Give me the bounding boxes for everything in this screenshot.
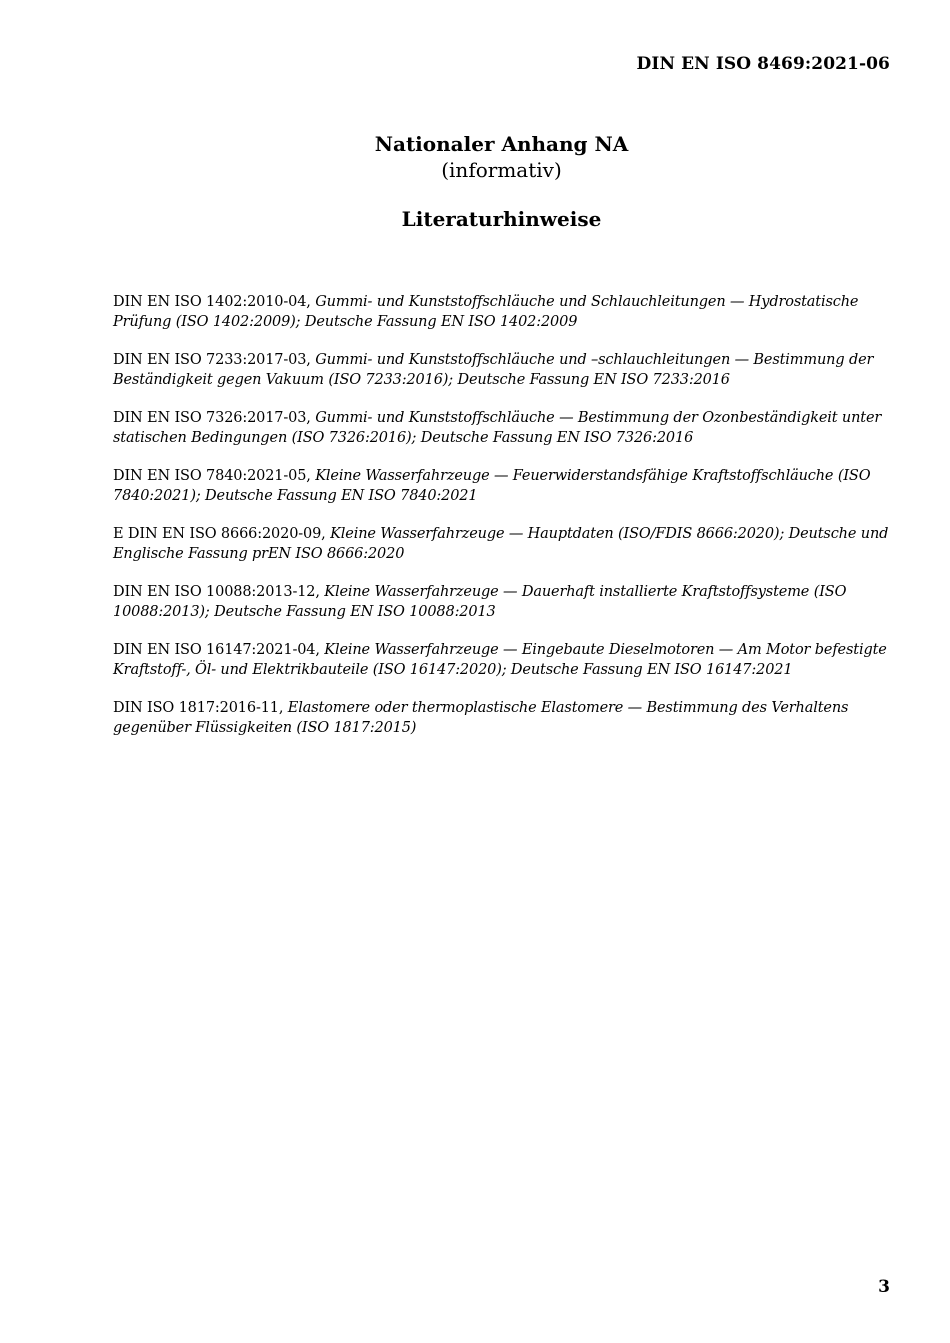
annex-title: Nationaler Anhang NA <box>374 132 629 156</box>
reference-title: Kleine Wasserfahrzeuge — Eingebaute Dieselmotoren — Am Motor befestigte Kraftstoff-, Öl- und Elektrikbauteile (ISO 16147:2020); Deutsche Fassung EN ISO 16147:2021 <box>113 642 887 678</box>
reference-item <box>113 524 898 564</box>
reference-item <box>113 640 898 680</box>
reference-item <box>113 408 898 448</box>
reference-id: DIN EN ISO 7840:2021-05, <box>113 468 311 484</box>
reference-title: Gummi- und Kunststoffschläuche und –schlauchleitungen — Bestimmung der Beständigkeit gegen Vakuum (ISO 7233:2016); Deutsche Fassung EN ISO 7233:2016 <box>113 352 874 388</box>
reference-id: DIN EN ISO 16147:2021-04, <box>113 642 320 658</box>
reference-id: DIN EN ISO 10088:2013-12, <box>113 584 320 600</box>
reference-item <box>113 350 898 390</box>
section-title: Literaturhinweise <box>401 207 602 231</box>
reference-title: Kleine Wasserfahrzeuge — Feuerwiderstandsfähige Kraftstoffschläuche (ISO 7840:2021); Deutsche Fassung EN ISO 7840:2021 <box>113 468 871 504</box>
reference-title: Gummi- und Kunststoffschläuche — Bestimmung der Ozonbeständigkeit unter statischen Bedingungen (ISO 7326:2016); Deutsche Fassung EN ISO 7326:2016 <box>113 410 882 446</box>
annex-subtitle: (informativ) <box>441 158 562 182</box>
document-id: DIN EN ISO 8469:2021-06 <box>636 54 890 74</box>
page-number: 3 <box>878 1277 890 1297</box>
reference-title: Kleine Wasserfahrzeuge — Hauptdaten (ISO/FDIS 8666:2020); Deutsche und Englische Fassung prEN ISO 8666:2020 <box>113 526 889 562</box>
reference-title: Gummi- und Kunststoffschläuche und Schlauchleitungen — Hydrostatische Prüfung (ISO 1402:2009); Deutsche Fassung EN ISO 1402:2009 <box>113 294 859 330</box>
reference-item <box>113 582 898 622</box>
reference-id: DIN EN ISO 7326:2017-03, <box>113 410 311 426</box>
reference-id: DIN EN ISO 7233:2017-03, <box>113 352 311 368</box>
reference-title: Kleine Wasserfahrzeuge — Dauerhaft installierte Kraftstoffsysteme (ISO 10088:2013); Deutsche Fassung EN ISO 10088:2013 <box>113 584 847 620</box>
reference-id: DIN ISO 1817:2016-11, <box>113 700 284 716</box>
reference-list <box>113 292 898 756</box>
reference-title: Elastomere oder thermoplastische Elastomere — Bestimmung des Verhaltens gegenüber Flüssigkeiten (ISO 1817:2015) <box>113 700 849 736</box>
reference-item <box>113 292 898 332</box>
reference-item <box>113 698 898 738</box>
reference-id: DIN EN ISO 1402:2010-04, <box>113 294 311 310</box>
reference-id: E DIN EN ISO 8666:2020-09, <box>113 526 326 542</box>
reference-item <box>113 466 898 506</box>
